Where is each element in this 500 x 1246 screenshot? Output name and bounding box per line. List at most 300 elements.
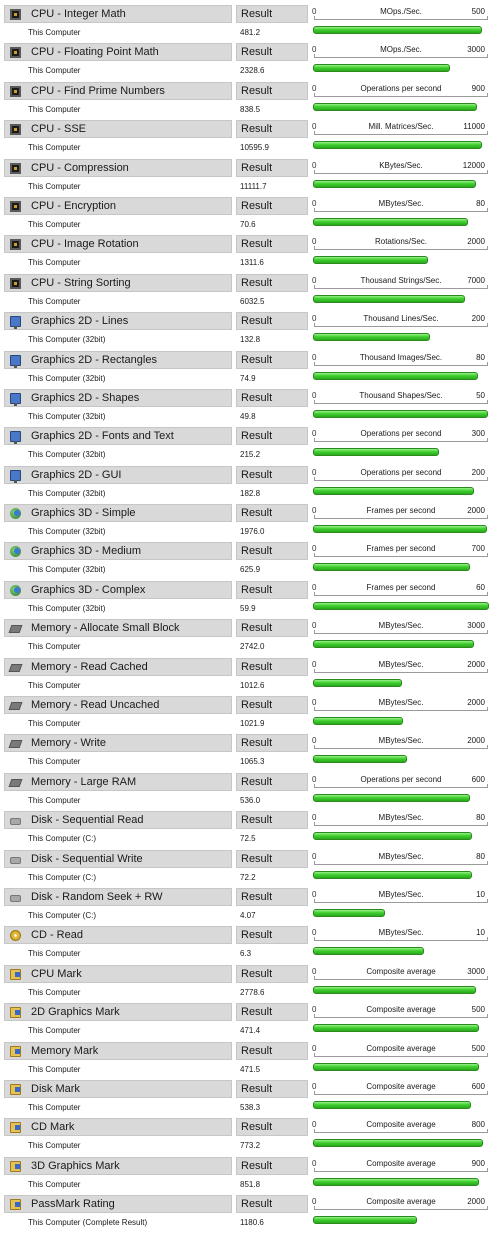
unit-label: KBytes/Sec.	[379, 160, 423, 170]
scale-tick	[487, 822, 488, 826]
scale-axis	[314, 480, 488, 481]
result-value: 625.9	[240, 565, 261, 575]
computer-result-row[interactable]	[4, 830, 308, 848]
result-header-cell	[236, 5, 308, 23]
computer-result-row[interactable]	[4, 1176, 308, 1194]
result-header-label: Result	[241, 8, 273, 20]
result-block	[0, 850, 500, 888]
scale-axis	[314, 940, 488, 941]
result-header-label: Result	[241, 814, 273, 827]
scale-axis	[314, 173, 488, 174]
result-bar	[313, 947, 424, 955]
scale-axis	[314, 403, 488, 404]
scale-tick	[314, 208, 315, 212]
scale-tick	[487, 1206, 488, 1210]
computer-result-row[interactable]	[4, 792, 308, 810]
scale-tick	[314, 1206, 315, 1210]
result-block	[0, 312, 500, 350]
unit-label: MBytes/Sec.	[378, 698, 424, 708]
scale-axis	[314, 19, 488, 20]
result-graph	[312, 120, 490, 158]
scale-axis	[314, 672, 488, 673]
scale-max: 2000	[467, 1197, 485, 1207]
3d-graphics-icon	[10, 585, 21, 596]
computer-result-row[interactable]	[4, 1099, 308, 1117]
result-header-cell	[236, 658, 308, 676]
computer-result-row[interactable]	[4, 945, 308, 963]
result-block	[0, 1157, 500, 1195]
test-name: CPU - Encryption	[31, 199, 116, 212]
result-value: 851.8	[240, 1179, 261, 1189]
unit-label: MOps./Sec.	[380, 7, 422, 16]
test-header-row[interactable]	[4, 504, 308, 522]
result-bar	[313, 26, 482, 34]
scale-tick	[487, 438, 488, 442]
computer-result-row[interactable]	[4, 638, 308, 656]
unit-label: Composite average	[366, 966, 436, 976]
test-name-cell[interactable]	[4, 274, 232, 292]
computer-label: This Computer (32bit)	[28, 450, 106, 460]
test-name-cell[interactable]	[4, 542, 232, 560]
computer-result-row[interactable]	[4, 178, 308, 196]
test-header-row[interactable]	[4, 466, 308, 484]
scale-axis	[314, 1017, 488, 1018]
result-header-label: Result	[241, 967, 273, 980]
test-header-row[interactable]	[4, 926, 308, 944]
test-header-row[interactable]	[4, 1195, 308, 1213]
computer-result-row[interactable]	[4, 408, 308, 426]
scale-tick	[314, 1168, 315, 1172]
scale-tick	[314, 93, 315, 97]
result-value: 2328.6	[240, 66, 265, 76]
result-block	[0, 965, 500, 1003]
result-value: 2778.6	[240, 987, 265, 997]
test-name-cell[interactable]	[4, 734, 232, 752]
result-header-cell	[236, 581, 308, 599]
scale-tick	[487, 1014, 488, 1018]
scale-tick	[314, 515, 315, 519]
computer-label: This Computer (Complete Result)	[28, 1218, 148, 1228]
scale-max: 10	[476, 928, 485, 938]
result-header-label: Result	[241, 353, 273, 366]
cpu-chip-icon	[10, 163, 21, 174]
test-name-cell[interactable]	[4, 658, 232, 676]
result-header-label: Result	[241, 699, 273, 712]
result-bar	[313, 1063, 479, 1071]
test-name: Graphics 2D - Rectangles	[31, 353, 157, 366]
scale-zero: 0	[312, 237, 317, 247]
result-header-cell	[236, 619, 308, 637]
result-bar	[313, 832, 472, 840]
result-header-label: Result	[241, 1006, 273, 1019]
computer-result-row[interactable]	[4, 139, 308, 157]
test-name-cell[interactable]	[4, 1157, 232, 1175]
scale-tick	[487, 861, 488, 865]
test-name-cell[interactable]	[4, 351, 232, 369]
result-graph	[312, 850, 490, 888]
test-header-row[interactable]	[4, 1118, 308, 1136]
test-name: CPU - String Sorting	[31, 276, 131, 289]
result-graph	[312, 504, 490, 542]
computer-result-row[interactable]	[4, 1214, 308, 1232]
result-block	[0, 1042, 500, 1080]
computer-result-row[interactable]	[4, 600, 308, 618]
result-header-cell	[236, 1157, 308, 1175]
computer-result-row[interactable]	[4, 523, 308, 541]
test-name: CPU - Find Prime Numbers	[31, 84, 165, 97]
result-graph	[312, 466, 490, 504]
computer-result-row[interactable]	[4, 24, 308, 42]
scale-max: 800	[471, 1120, 485, 1130]
scale-axis	[314, 748, 488, 749]
computer-label: This Computer (32bit)	[28, 411, 106, 421]
scale-tick	[314, 285, 315, 289]
result-header-label: Result	[241, 1121, 273, 1134]
computer-result-row[interactable]	[4, 677, 308, 695]
test-name-cell[interactable]	[4, 850, 232, 868]
unit-label: MOps./Sec.	[380, 45, 422, 55]
computer-result-row[interactable]	[4, 1061, 308, 1079]
scale-zero: 0	[312, 1043, 317, 1053]
scale-max: 7000	[467, 275, 485, 285]
test-header-row[interactable]	[4, 850, 308, 868]
test-name-cell[interactable]	[4, 1080, 232, 1098]
result-header-cell	[236, 43, 308, 61]
computer-result-row[interactable]	[4, 331, 308, 349]
result-bar	[313, 410, 488, 418]
test-name-cell[interactable]	[4, 5, 232, 23]
computer-result-row[interactable]	[4, 561, 308, 579]
result-value: 11111.7	[240, 181, 267, 191]
test-header-row[interactable]	[4, 1157, 308, 1175]
test-name-cell[interactable]	[4, 1042, 232, 1060]
test-header-row[interactable]	[4, 696, 308, 714]
test-header-row[interactable]	[4, 312, 308, 330]
computer-label: This Computer (C:)	[28, 834, 97, 844]
result-graph	[312, 773, 490, 811]
computer-label: This Computer (C:)	[28, 910, 97, 920]
scale-tick	[314, 131, 315, 135]
test-header-row[interactable]	[4, 581, 308, 599]
test-name-cell[interactable]	[4, 888, 232, 906]
scale-tick	[314, 1091, 315, 1095]
scale-tick	[487, 400, 488, 404]
test-header-row[interactable]	[4, 427, 308, 445]
scale-tick	[487, 1168, 488, 1172]
scale-zero: 0	[312, 122, 317, 132]
computer-label: This Computer	[28, 28, 81, 37]
test-header-row[interactable]	[4, 773, 308, 791]
test-name-cell[interactable]	[4, 1118, 232, 1136]
unit-label: Composite average	[366, 1120, 436, 1130]
test-name-cell[interactable]	[4, 965, 232, 983]
unit-label: Rotations/Sec.	[374, 237, 428, 247]
result-value: 72.2	[240, 872, 256, 882]
result-graph	[312, 197, 490, 235]
test-name-cell[interactable]	[4, 773, 232, 791]
scale-zero: 0	[312, 275, 317, 285]
unit-label: MBytes/Sec.	[378, 851, 424, 861]
test-name-cell[interactable]	[4, 581, 232, 599]
result-bar	[313, 1178, 479, 1186]
3d-graphics-icon	[10, 508, 21, 519]
test-name-cell[interactable]	[4, 312, 232, 330]
computer-result-row[interactable]	[4, 1022, 308, 1040]
test-header-row[interactable]	[4, 619, 308, 637]
test-header-row[interactable]	[4, 43, 308, 61]
result-header-cell	[236, 351, 308, 369]
test-name-cell[interactable]	[4, 811, 232, 829]
scale-zero: 0	[312, 390, 317, 400]
scale-tick	[314, 707, 315, 711]
scale-max: 2000	[467, 698, 485, 708]
result-header-cell	[236, 1118, 308, 1136]
scale-axis	[314, 864, 488, 865]
test-header-row[interactable]	[4, 1003, 308, 1021]
computer-label: This Computer	[28, 1102, 81, 1112]
result-block	[0, 773, 500, 811]
benchmark-mark-icon	[10, 1122, 21, 1133]
computer-result-row[interactable]	[4, 485, 308, 503]
result-graph	[312, 581, 490, 619]
computer-result-row[interactable]	[4, 907, 308, 925]
scale-tick	[487, 208, 488, 212]
computer-result-row[interactable]	[4, 101, 308, 119]
result-value: 215.2	[240, 450, 261, 460]
test-name: CPU - Image Rotation	[31, 238, 139, 251]
unit-label: Operations per second	[360, 467, 442, 477]
hard-disk-icon	[10, 857, 21, 864]
scale-zero: 0	[312, 1158, 317, 1168]
scale-tick	[314, 1053, 315, 1057]
result-block	[0, 466, 500, 504]
scale-tick	[314, 54, 315, 58]
result-graph	[312, 82, 490, 120]
scale-max: 500	[471, 1043, 485, 1053]
result-bar	[313, 487, 474, 495]
scale-tick	[487, 285, 488, 289]
result-value: 2742.0	[240, 642, 265, 652]
computer-result-row[interactable]	[4, 984, 308, 1002]
unit-label: MBytes/Sec.	[378, 198, 424, 208]
result-bar	[313, 1024, 479, 1032]
test-header-row[interactable]	[4, 197, 308, 215]
computer-label: This Computer	[28, 143, 81, 153]
computer-label: This Computer	[28, 757, 81, 767]
result-header-label: Result	[241, 391, 273, 404]
result-bar	[313, 372, 478, 380]
scale-zero: 0	[312, 467, 317, 477]
scale-tick	[487, 93, 488, 97]
scale-max: 80	[476, 198, 485, 208]
scale-zero: 0	[312, 1120, 317, 1130]
test-name-cell[interactable]	[4, 466, 232, 484]
scale-tick	[487, 707, 488, 711]
test-name-cell[interactable]	[4, 43, 232, 61]
result-graph	[312, 1118, 490, 1156]
test-header-row[interactable]	[4, 235, 308, 253]
result-header-label: Result	[241, 161, 273, 174]
result-graph	[312, 5, 490, 43]
test-header-row[interactable]	[4, 811, 308, 829]
test-name-cell[interactable]	[4, 619, 232, 637]
test-name-cell[interactable]	[4, 389, 232, 407]
result-block	[0, 120, 500, 158]
scale-max: 600	[471, 774, 485, 784]
test-name-cell[interactable]	[4, 504, 232, 522]
scale-max: 3000	[467, 45, 485, 55]
scale-max: 10	[476, 889, 485, 899]
unit-label: Thousand Images/Sec.	[359, 352, 443, 362]
memory-module-icon	[9, 779, 23, 787]
test-name-cell[interactable]	[4, 926, 232, 944]
unit-label: Composite average	[366, 1158, 436, 1168]
test-header-row[interactable]	[4, 734, 308, 752]
scale-axis	[314, 57, 488, 58]
test-header-row[interactable]	[4, 888, 308, 906]
scale-max: 500	[471, 1005, 485, 1015]
test-name-cell[interactable]	[4, 427, 232, 445]
scale-tick	[314, 861, 315, 865]
unit-label: Thousand Strings/Sec.	[360, 275, 442, 285]
test-name-cell[interactable]	[4, 1003, 232, 1021]
benchmark-mark-icon	[10, 969, 21, 980]
scale-max: 700	[471, 544, 485, 554]
scale-zero: 0	[312, 1197, 317, 1207]
test-name: CPU - Compression	[31, 161, 129, 174]
computer-result-row[interactable]	[4, 293, 308, 311]
result-graph	[312, 542, 490, 580]
computer-label: This Computer	[28, 1064, 81, 1074]
scale-axis	[314, 441, 488, 442]
monitor-icon	[10, 355, 21, 366]
test-name-cell[interactable]	[4, 235, 232, 253]
test-header-row[interactable]	[4, 82, 308, 100]
computer-result-row[interactable]	[4, 715, 308, 733]
test-header-row[interactable]	[4, 351, 308, 369]
scale-zero: 0	[312, 659, 317, 669]
test-name-cell[interactable]	[4, 197, 232, 215]
result-bar	[313, 180, 476, 188]
test-name: Graphics 2D - Fonts and Text	[31, 430, 174, 443]
test-header-row[interactable]	[4, 1080, 308, 1098]
scale-tick	[314, 822, 315, 826]
scale-tick	[487, 784, 488, 788]
unit-label: Operations per second	[360, 774, 442, 784]
result-graph	[312, 389, 490, 427]
unit-label: Operations per second	[360, 83, 442, 93]
scale-tick	[314, 553, 315, 557]
computer-result-row[interactable]	[4, 869, 308, 887]
scale-tick	[314, 1014, 315, 1018]
computer-label: This Computer	[28, 680, 81, 690]
scale-tick	[487, 170, 488, 174]
scale-zero: 0	[312, 83, 317, 93]
computer-result-row[interactable]	[4, 62, 308, 80]
test-header-row[interactable]	[4, 159, 308, 177]
result-value: 471.5	[240, 1064, 261, 1074]
result-block	[0, 888, 500, 926]
scale-axis	[314, 134, 488, 135]
result-graph	[312, 1080, 490, 1118]
test-header-row[interactable]	[4, 120, 308, 138]
computer-result-row[interactable]	[4, 370, 308, 388]
test-name-cell[interactable]	[4, 82, 232, 100]
result-header-cell	[236, 197, 308, 215]
test-name: Graphics 2D - GUI	[31, 468, 122, 481]
result-block	[0, 581, 500, 619]
scale-max: 11000	[463, 122, 485, 132]
cpu-chip-icon	[10, 86, 21, 97]
result-bar	[313, 1139, 483, 1147]
result-block	[0, 926, 500, 964]
scale-max: 60	[476, 582, 485, 592]
result-header-cell	[236, 888, 308, 906]
computer-result-row[interactable]	[4, 216, 308, 234]
scale-zero: 0	[312, 314, 317, 324]
scale-tick	[487, 976, 488, 980]
result-header-cell	[236, 696, 308, 714]
test-header-row[interactable]	[4, 389, 308, 407]
scale-tick	[487, 745, 488, 749]
result-header-label: Result	[241, 507, 273, 520]
scale-zero: 0	[312, 736, 317, 746]
memory-module-icon	[9, 702, 23, 710]
result-value: 471.4	[240, 1026, 261, 1036]
result-header-label: Result	[241, 660, 273, 673]
test-header-row[interactable]	[4, 274, 308, 292]
scale-max: 2000	[467, 736, 485, 746]
result-bar	[313, 640, 474, 648]
result-header-cell	[236, 389, 308, 407]
computer-result-row[interactable]	[4, 446, 308, 464]
test-name: Memory - Allocate Small Block	[31, 622, 180, 635]
result-bar	[313, 717, 403, 725]
result-block	[0, 389, 500, 427]
computer-result-row[interactable]	[4, 753, 308, 771]
test-name-cell[interactable]	[4, 1195, 232, 1213]
result-block	[0, 235, 500, 273]
unit-label: MBytes/Sec.	[378, 928, 424, 938]
result-graph	[312, 1157, 490, 1195]
test-name-cell[interactable]	[4, 696, 232, 714]
monitor-icon	[10, 393, 21, 404]
computer-label: This Computer (32bit)	[28, 527, 106, 537]
test-header-row[interactable]	[4, 965, 308, 983]
result-bar	[313, 333, 430, 341]
test-header-row[interactable]	[4, 542, 308, 560]
computer-result-row[interactable]	[4, 254, 308, 272]
scale-max: 80	[476, 352, 485, 362]
test-header-row[interactable]	[4, 1042, 308, 1060]
test-name-cell[interactable]	[4, 120, 232, 138]
computer-label: This Computer	[28, 258, 81, 268]
result-graph	[312, 696, 490, 734]
test-header-row[interactable]	[4, 5, 308, 23]
computer-result-row[interactable]	[4, 1137, 308, 1155]
monitor-icon	[10, 470, 21, 481]
scale-tick	[314, 477, 315, 481]
scale-max: 200	[471, 314, 485, 324]
scale-axis	[314, 326, 488, 327]
test-header-row[interactable]	[4, 658, 308, 676]
result-value: 1311.6	[240, 258, 264, 268]
result-header-label: Result	[241, 46, 273, 59]
test-name-cell[interactable]	[4, 159, 232, 177]
scale-tick	[487, 131, 488, 135]
cpu-chip-icon	[10, 201, 21, 212]
result-header-label: Result	[241, 123, 273, 136]
